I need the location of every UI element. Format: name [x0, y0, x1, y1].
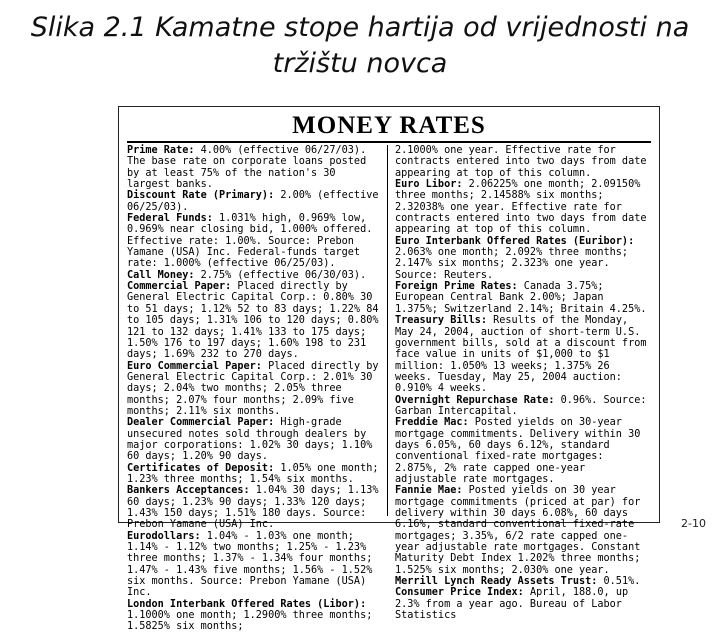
- slide-title: [0, 10, 720, 82]
- rate-label: Euro Libor:: [395, 179, 463, 191]
- rate-label: Euro Interbank Offered Rates (Euribor):: [395, 235, 635, 247]
- rate-text: 2.75% (effective 06/30/03).: [194, 269, 367, 281]
- rate-entry: [127, 599, 383, 633]
- rate-entry: [395, 179, 651, 236]
- rate-entry: [127, 270, 383, 281]
- rate-entry: [127, 213, 383, 270]
- rate-entry: [127, 281, 383, 360]
- rate-entry: [395, 395, 651, 418]
- rate-entry: [127, 531, 383, 599]
- rate-entry: [127, 485, 383, 530]
- rate-label: Euro Commercial Paper:: [127, 360, 262, 372]
- right-column: [395, 145, 651, 621]
- rate-entry: [395, 145, 651, 179]
- rate-label: Fannie Mae:: [395, 485, 463, 497]
- rate-entry: [395, 236, 651, 281]
- rate-label: Bankers Acceptances:: [127, 485, 250, 497]
- rate-label: Overnight Repurchase Rate:: [395, 394, 555, 406]
- page-number: 2-10: [681, 517, 706, 530]
- rate-entry: [127, 361, 383, 418]
- rate-text: Placed directly by General Electric Capital Corp.: 2.01% 30 days; 2.04% two months; 2.05% three months; 2.07% four months; 2.09% five months; 2.11% six months.: [127, 360, 379, 417]
- rate-label: Dealer Commercial Paper:: [127, 417, 275, 429]
- rate-label: Freddie Mac:: [395, 417, 469, 429]
- rate-label: Consumer Price Index:: [395, 587, 524, 599]
- rate-label: Federal Funds:: [127, 213, 213, 225]
- rate-text: 2.063% one month; 2.092% three months; 2.147% six months; 2.323% one year. Source: Reuters.: [395, 247, 629, 281]
- rate-text: 2.1000% one year. Effective rate for contracts entered into two days from date appearing at top of this column.: [395, 145, 647, 179]
- rate-text: Results of the Monday, May 24, 2004, auction of short-term U.S. government bills, sold at a discount from face value in units of $1,000 to $1 million: 1.050% 13 weeks; 1.375% 26 weeks. Tuesday, May 25, 2004 auction: 0.910% 4 weeks.: [395, 315, 647, 395]
- rate-entry: [395, 576, 651, 587]
- rate-label: Call Money:: [127, 269, 195, 281]
- rate-label: Certificates of Deposit:: [127, 462, 275, 474]
- rate-text: 1.031% high, 0.969% low, 0.969% near closing bid, 1.000% offered. Effective rate: 1.00%. Source: Prebon Yamane (USA) Inc. Federal-funds target rate: 1.000% (effective 06/25/03).: [127, 213, 373, 270]
- rate-entry: [127, 417, 383, 462]
- clipping-heading: MONEY RATES: [292, 112, 486, 139]
- slide-title-line-2: tržištu novca: [272, 48, 448, 79]
- rate-label: Prime Rate:: [127, 145, 195, 156]
- rate-label: London Interbank Offered Rates (Libor):: [127, 598, 367, 610]
- rate-entry: [127, 463, 383, 486]
- rate-text: 2.00% (effective 06/25/03).: [127, 190, 379, 213]
- rate-label: Commercial Paper:: [127, 281, 232, 293]
- rate-label: Discount Rate (Primary):: [127, 190, 275, 202]
- rate-text: Canada 3.75%; European Central Bank 2.00%; Japan 1.375%; Switzerland 2.14%; Britain 4.25%.: [395, 281, 647, 315]
- rate-label: Merrill Lynch Ready Assets Trust:: [395, 576, 598, 588]
- rate-text: 1.04% - 1.03% one month; 1.14% - 1.12% two months; 1.25% - 1.23% three months; 1.37% - 1.34% four months; 1.47% - 1.43% five months; 1.56% - 1.52% six months. Source: Prebon Yamane (USA) Inc.: [127, 530, 373, 599]
- rate-label: Eurodollars:: [127, 530, 201, 542]
- rate-text: 4.00% (effective 06/27/03). The base rate on corporate loans posted by at least 75% of the nation's 30 largest banks.: [127, 145, 367, 191]
- rate-text: High-grade unsecured notes sold through dealers by major corporations: 1.02% 30 days; 1.10% 60 days; 1.20% 90 days.: [127, 417, 373, 463]
- rate-entry: [395, 587, 651, 621]
- rate-text: 1.1000% one month; 1.2900% three months; 1.5825% six months;: [127, 610, 373, 633]
- rate-entry: [127, 190, 383, 213]
- money-rates-clipping: [118, 106, 660, 633]
- rate-text: 1.05% one month; 1.23% three months; 1.54% six months.: [127, 462, 379, 485]
- rate-text: Posted yields on 30-year mortgage commitments. Delivery within 30 days 6.05%, 60 days 6.12%, standard conventional fixed-rate mortgages: 2.875%, 2% rate capped one-year adjustable rate mortgages.: [395, 417, 641, 485]
- rate-entry: [127, 145, 383, 190]
- rate-label: Treasury Bills:: [395, 315, 488, 327]
- rate-text: April, 188.0, up 2.3% from a year ago. Bureau of Labor Statistics: [395, 587, 629, 622]
- rate-entry: [395, 315, 651, 394]
- left-column: [127, 145, 383, 633]
- column-divider: [387, 145, 388, 516]
- rate-text: Placed directly by General Electric Capital Corp.: 0.80% 30 to 51 days; 1.12% 52 to 83 days; 1.22% 84 to 105 days; 1.31% 106 to 120 days; 0.80% 121 to 132 days; 1.41% 133 to 175 days; 1.50% 176 to 197 days; 1.60% 198 to 231 days; 1.69% 232 to 270 days.: [127, 281, 379, 361]
- rate-entry: [395, 281, 651, 315]
- rate-label: Foreign Prime Rates:: [395, 281, 518, 293]
- rate-entry: [395, 417, 651, 485]
- rate-text: 0.96%. Source: Garban Intercapital.: [395, 394, 647, 417]
- rate-text: 1.04% 30 days; 1.13% 60 days; 1.23% 90 days; 1.33% 120 days; 1.43% 150 days; 1.51% 180 days. Source: Prebon Yamane (USA) Inc.: [127, 485, 379, 531]
- rate-entry: [395, 485, 651, 576]
- rate-text: 2.06225% one month; 2.09150% three months; 2.14588% six months; 2.32038% one year. Effective rate for contracts entered into two days from date appearing at top of this column.: [395, 179, 647, 236]
- rate-text: 0.51%.: [597, 576, 641, 588]
- heading-rule: [127, 141, 651, 143]
- slide-title-line-1: Slika 2.1 Kamatne stope hartija od vrijednosti na: [30, 12, 690, 43]
- rate-text: Posted yields on 30 year mortgage commitments (priced at par) for delivery within 30 days 6.08%, 60 days 6.16%, standard conventional fixed-rate mortgages; 3.35%, 6/2 rate capped one-year adjustable rate mortgages. Constant Maturity Debt Index 1.202% three months; 1.525% six months; 2.030% one year.: [395, 485, 641, 576]
